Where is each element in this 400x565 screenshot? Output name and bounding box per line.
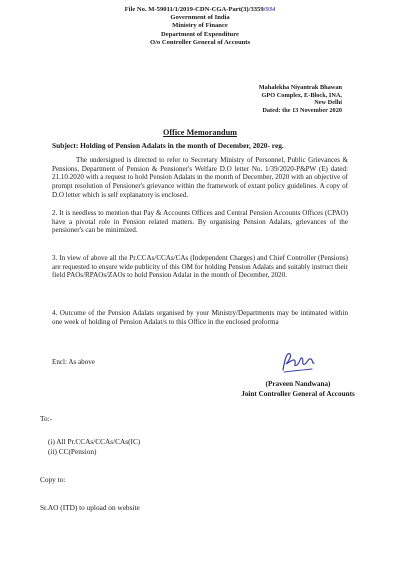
file-number	[100, 6, 300, 14]
address-line-complex: GPO Complex, E-Block, INA,	[261, 91, 342, 99]
address-line-city: New Delhi	[314, 99, 342, 107]
handwritten-number: 934	[265, 6, 276, 13]
memo-subject: Subject: Holding of Pension Adalats in the month of December, 2020- reg.	[52, 141, 284, 150]
letterhead-line-ministry: Ministry of Finance	[172, 22, 228, 30]
copy-to-label: Copy to:	[40, 475, 66, 484]
handwritten-signature	[278, 348, 316, 376]
letterhead-line-department: Department of Expenditure	[161, 30, 239, 38]
signatory-designation: Joint Controller General of Accounts	[241, 389, 355, 398]
recipient-item: (ii) CC(Pension)	[48, 447, 97, 456]
letterhead-line-office: O/o Controller General of Accounts	[149, 38, 251, 46]
paragraph-1: The undersigned is directed to refer to Secretary Ministry of Personnel, Public Grievances & Pensions, Department of Pension & Pensioner's Welfare D.O letter No. 1/39/2020-P&PW (E) dated: 21.10.2020 with a request to hold Pension Adalats in the month of December, 2020 with an objective of prompt resolution of Pensioner's grievance within the framework of extant policy guidelines. A copy of D.O letter which is self explanatory is enclosed.	[52, 156, 348, 199]
office-address	[259, 84, 342, 114]
letterhead	[100, 6, 300, 47]
to-label: To:-	[40, 414, 53, 423]
memo-title: Office Memorandum	[163, 128, 237, 137]
letterhead-line-government: Government of India	[170, 14, 230, 22]
signatory-name: (Praveen Nandwana)	[265, 380, 331, 388]
document-date: Dated: the 13 November 2020	[262, 106, 342, 114]
paragraph-2: 2. It is needless to mention that Pay & Accounts Offices and Central Pension Accounts Offices (CPAO) have a pivotal role in Pension related matters. By organising Pension Adalats, grievances of the pensioner's can be minimized.	[52, 209, 348, 235]
paragraph-4: 4. Outcome of the Pension Adalats organised by your Ministry/Departments may be intimated within one week of holding of Pension Adalat/s to this Office in the enclosed proforma	[52, 309, 348, 326]
signature-block	[228, 380, 368, 399]
file-number-text: File No. M-59011/1/2019-CDN-CGA-Part(3)/3359/	[124, 6, 266, 13]
enclosure-note: Encl: As above	[52, 358, 95, 366]
recipient-list	[48, 437, 140, 457]
address-line-building: Mahalekha Niyantrak Bhawan	[258, 84, 342, 91]
paragraph-3: 3. In view of above all the Pr.CCAs/CCAs/CAs (Independent Charges) and Chief Controller (Pensions) are requested to ensure wide publicity of this OM for holding Pension Adalats and suitably instruct their field PAOs/RPAOs/ZAOs to hold Pension Adalat in the month of December, 2020.	[52, 254, 348, 280]
recipient-item: (i) All Pr.CCAs/CCAs/CAs(IC)	[48, 437, 141, 446]
copy-to-recipient: Sr.AO (ITD) to upload on website	[40, 503, 140, 512]
